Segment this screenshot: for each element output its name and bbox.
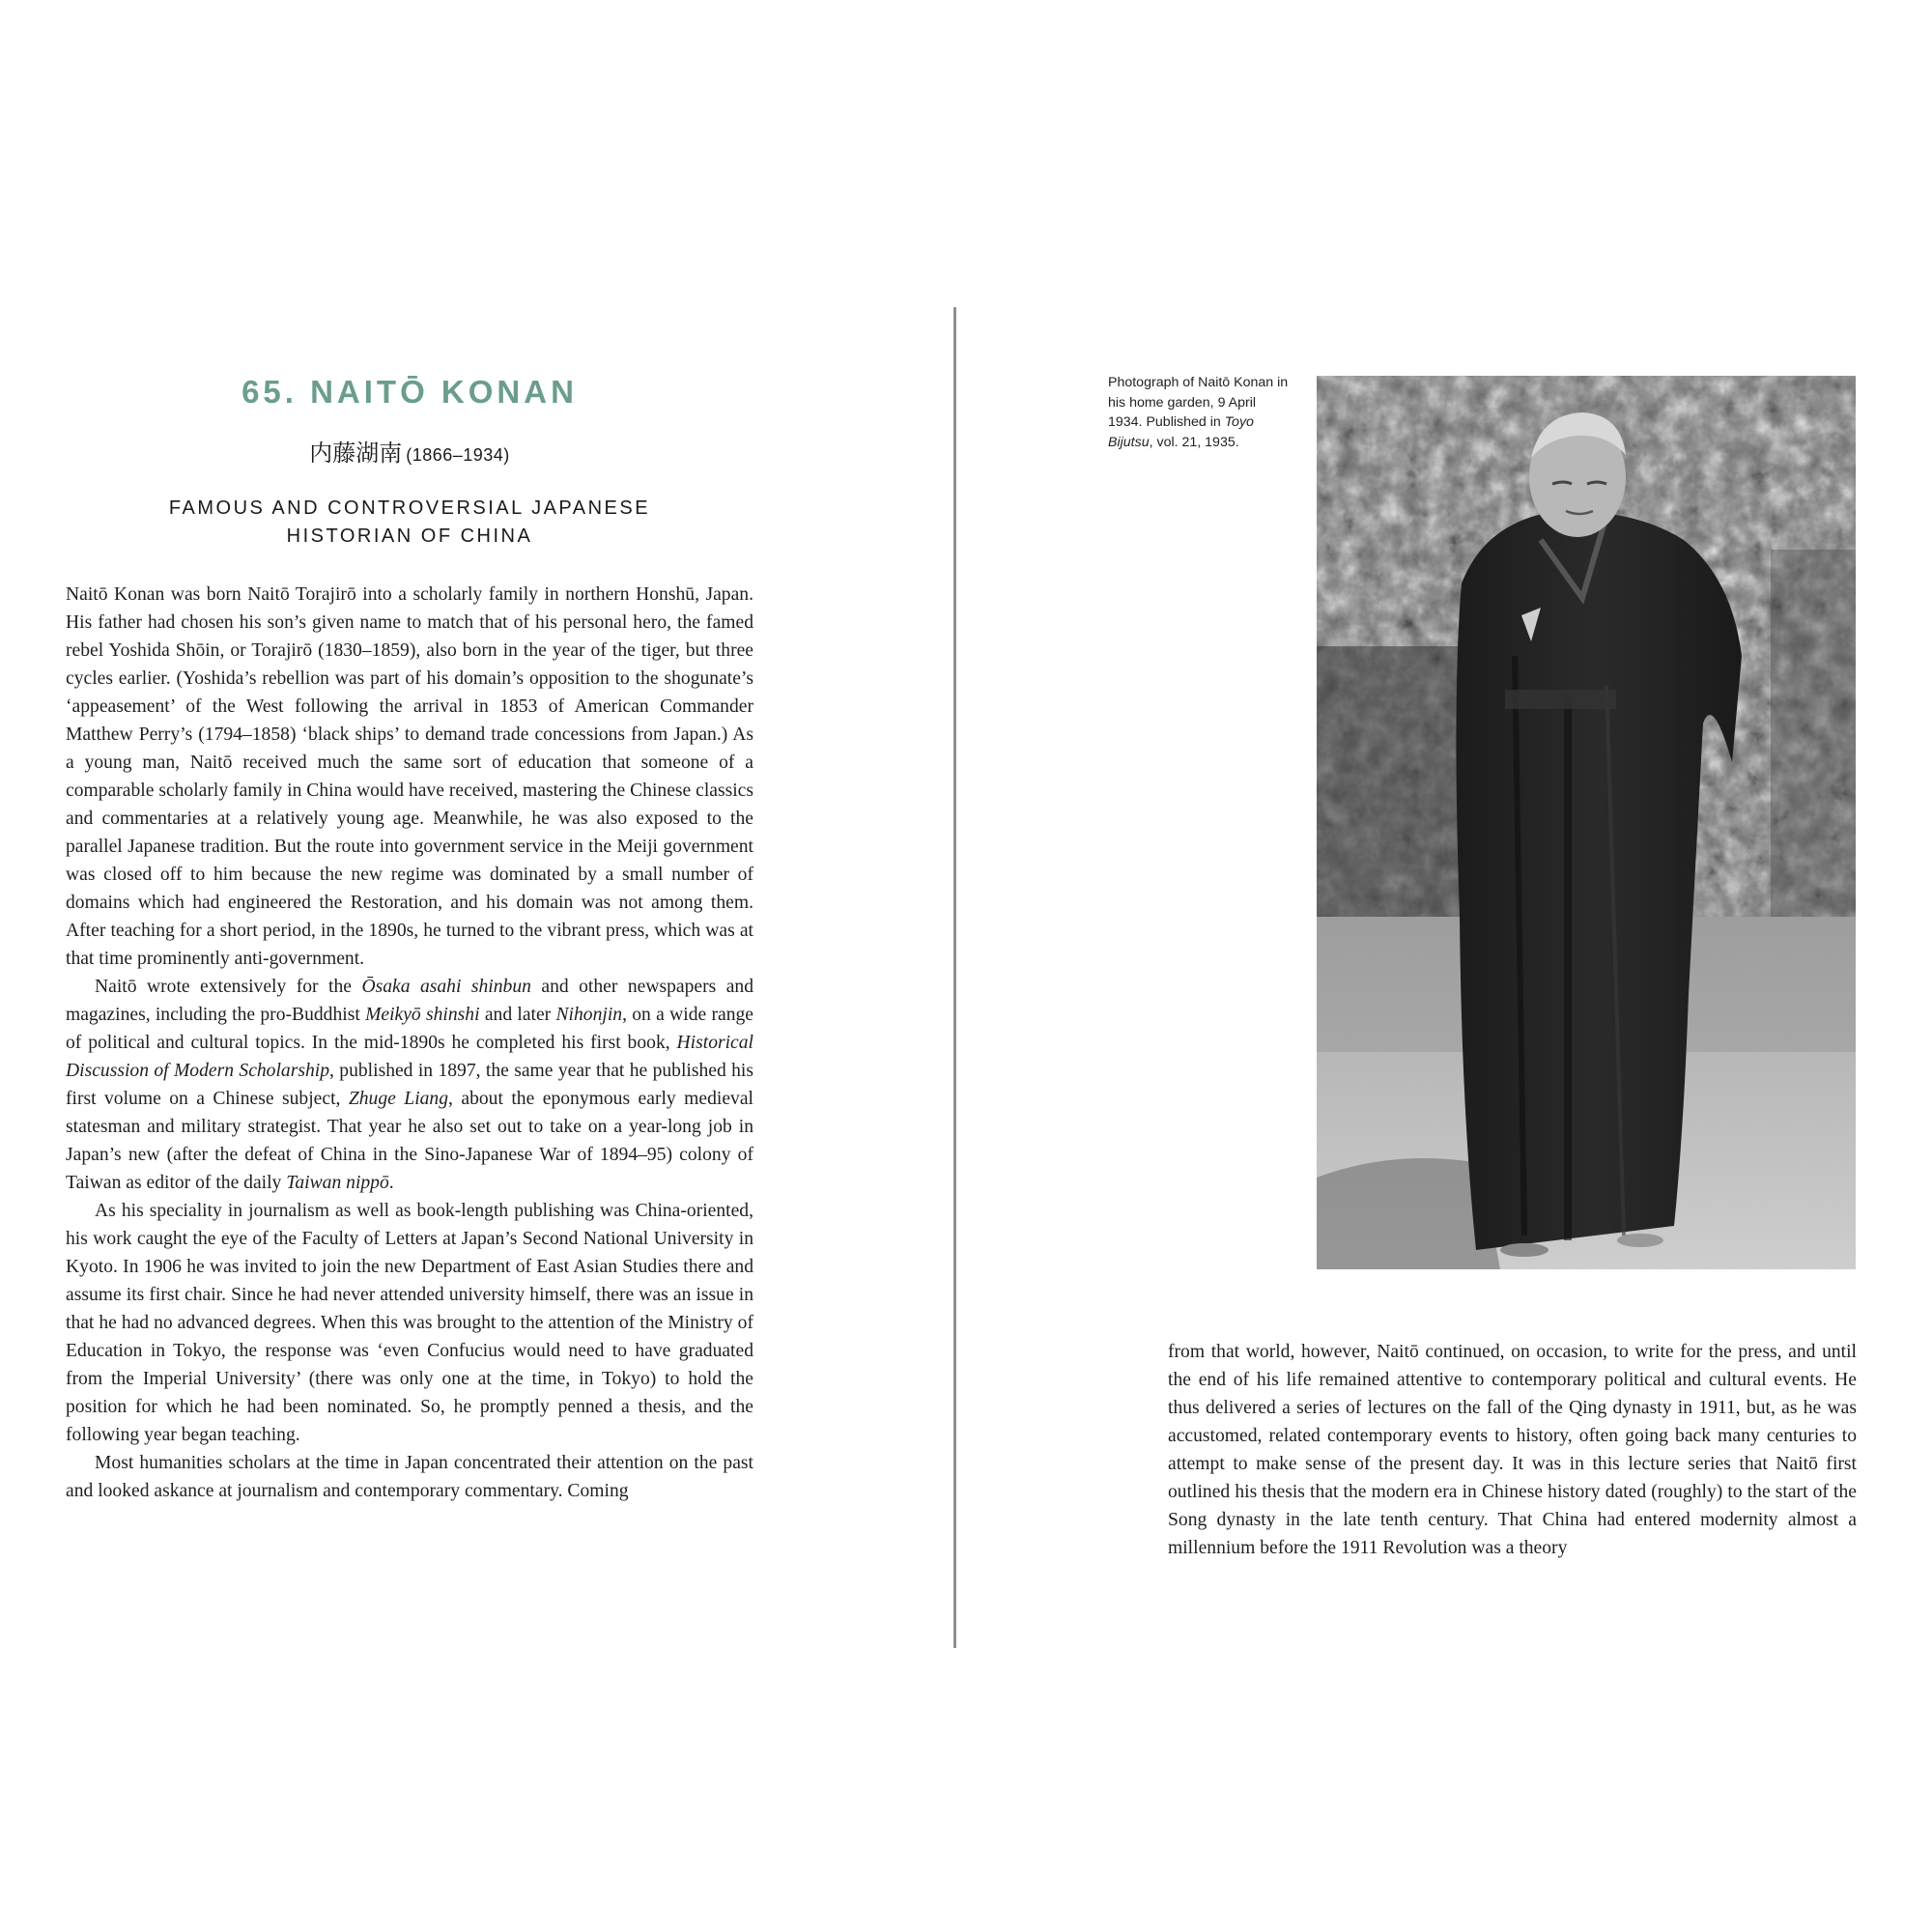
entry-title: 65. NAITŌ KONAN (242, 374, 578, 410)
body-paragraph (66, 581, 753, 973)
text-run: Naitō wrote extensively for the (95, 977, 362, 997)
tagline-line-2: HISTORIAN OF CHINA (286, 526, 533, 547)
body-paragraph (66, 973, 753, 1197)
text-run: , about the eponymous early medieval statesman and military strategist. That year he also set out to take on a year-long job in Japan’s new (after the defeat of China in the Sino-Japanese War of 1894–95) colony of Taiwan as editor of the daily (66, 1089, 753, 1193)
body-paragraph (66, 1449, 753, 1505)
text-run: Naitō Konan was born Naitō Torajirō into a scholarly family in northern Honshū, Japan. His father had chosen his son’s given name to match that of his personal hero, the famed rebel Yoshida Shōin, or Torajirō (1830–1859), also born in the year of the tiger, but three cycles earlier. (Yoshida’s rebellion was part of his domain’s opposition to the shogunate’s ‘appeasement’ of the West following the arrival in 1853 of American Commander Matthew Perry’s (1794–1858) ‘black ships’ to demand trade concessions from Japan.) As a young man, Naitō received much the same sort of education that someone of a comparable scholarly family in China would have received, mastering the Chinese classics and commentaries at a relatively young age. Meanwhile, he was also exposed to the parallel Japanese tradition. But the route into government service in the Meiji government was closed off to him because the new regime was dominated by a small number of domains which had engineered the Restoration, and his domain was not among them. After teaching for a short period, in the 1890s, he turned to the vibrant press, which was at that time prominently anti-government. (66, 584, 753, 969)
name-cjk: 内藤湖南 (309, 440, 403, 467)
entry-subtitle (66, 437, 753, 471)
caption-text: Photograph of Naitō Konan in his home garden, 9 April 1934. Published in (1108, 375, 1289, 430)
text-run: , on a wide range of political and cultural topics. In the mid-1890s he completed his first book, (66, 1005, 753, 1053)
entry-tagline (66, 495, 753, 551)
caption-publication: Toyo Bijutsu (1108, 414, 1254, 450)
italic-title: Taiwan nippō (286, 1173, 389, 1193)
italic-title: Historical Discussion of Modern Scholarship (66, 1033, 753, 1081)
italic-title: Zhuge Liang (348, 1089, 449, 1109)
text-run: from that world, however, Naitō continued, on occasion, to write for the press, and until the end of his life remained attentive to contemporary political and cultural events. He thus delivered a series of lectures on the fall of the Qing dynasty in 1911, but, as he was accustomed, related contemporary events to history, often going back many centuries to attempt to make sense of the present day. It was in this lecture series that Naitō first outlined his thesis that the modern era in Chinese history dated (roughly) to the start of the Song dynasty in the late tenth century. That China had entered modernity almost a millennium before the 1911 Revolution was a theory (1168, 1342, 1857, 1558)
gutter-divider (953, 307, 956, 1648)
left-body-text (66, 581, 753, 1505)
body-paragraph (66, 1197, 753, 1449)
photo-caption (1108, 373, 1292, 452)
text-run: , published in 1897, the same year that he published his first volume on a Chinese subject, (66, 1061, 753, 1109)
italic-title: Nihonjin (555, 1005, 623, 1025)
portrait-photo-image (1317, 376, 1856, 1269)
life-dates: (1866–1934) (406, 445, 510, 465)
italic-title: Meikyō shinshi (365, 1005, 480, 1025)
body-paragraph (1168, 1338, 1857, 1562)
text-run: and other newspapers and magazines, including the pro-Buddhist (66, 977, 753, 1025)
italic-title: Ōsaka asahi shinbun (361, 977, 531, 997)
tagline-line-1: FAMOUS AND CONTROVERSIAL JAPANESE (168, 497, 651, 519)
right-body-text (1168, 1338, 1857, 1562)
portrait-photo (1317, 376, 1856, 1269)
text-run: and later (479, 1005, 556, 1025)
caption-volume: , vol. 21, 1935. (1149, 434, 1239, 450)
text-run: As his speciality in journalism as well as book-length publishing was China-oriented, his work caught the eye of the Faculty of Letters at Japan’s Second National University in Kyoto. In 1906 he was invited to join the new Department of East Asian Studies there and assume its first chair. Since he had never attended university himself, there was an issue in that he had no advanced degrees. When this was brought to the attention of the Ministry of Education in Tokyo, the response was ‘even Confucius would need to have graduated from the Imperial University’ (there was only one at the time, in Tokyo) to hold the position for which he had been nominated. So, he promptly penned a thesis, and the following year began teaching. (66, 1201, 753, 1445)
text-run: Most humanities scholars at the time in Japan concentrated their attention on the past and looked askance at journalism and contemporary commentary. Coming (66, 1453, 753, 1501)
text-run: . (388, 1173, 394, 1193)
